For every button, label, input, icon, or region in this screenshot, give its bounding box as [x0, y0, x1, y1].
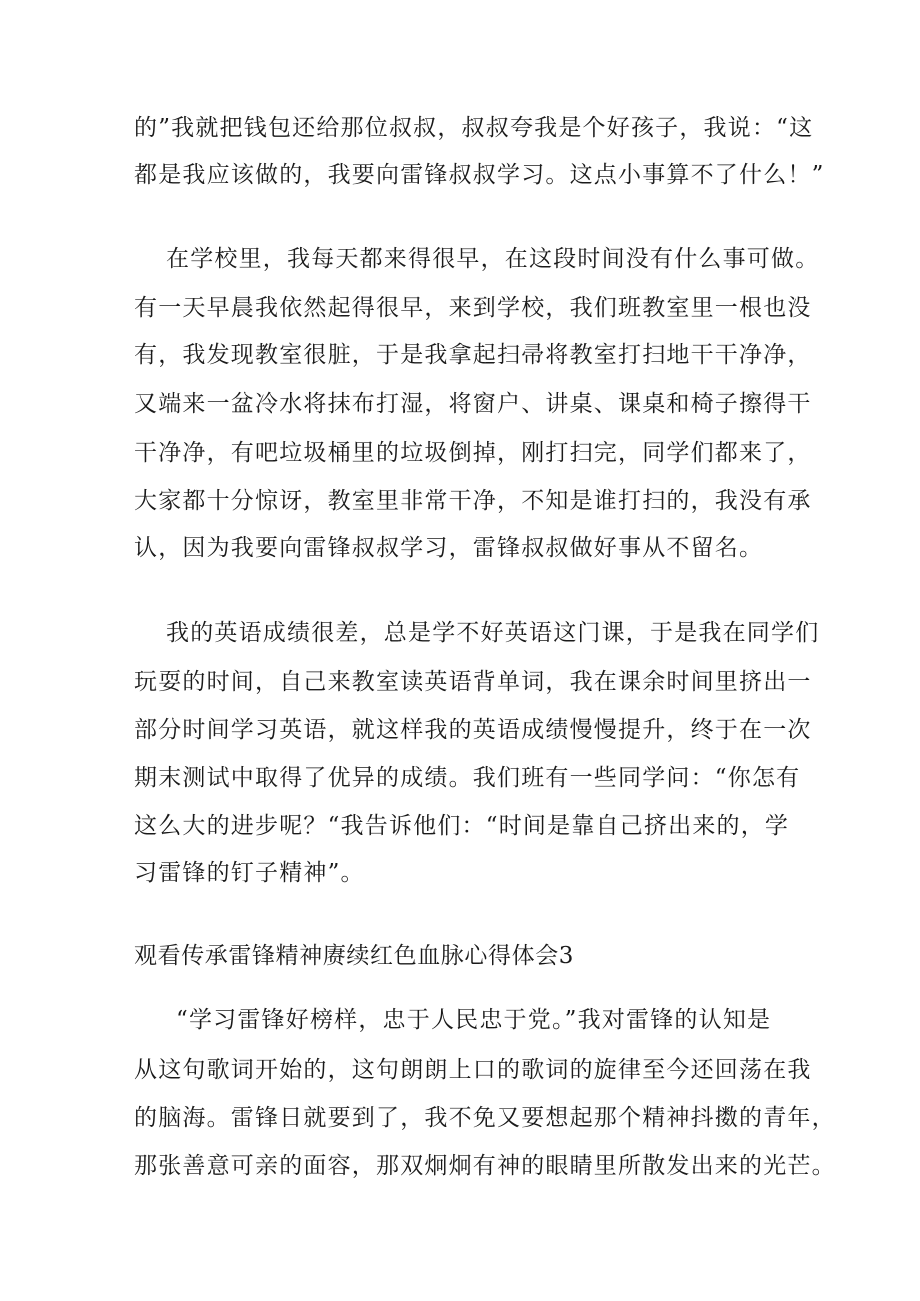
paragraph-line: 那张善意可亲的面容，那双炯炯有神的眼睛里所散发出来的光芒。 [134, 1153, 836, 1179]
paragraph-line: 习雷锋的钉子精神”。 [134, 860, 365, 886]
paragraph-line: 的”我就把钱包还给那位叔叔，叔叔夸我是个好孩子，我说：“这 [134, 115, 814, 141]
paragraph-first-line: 在学校里，我每天都来得很早，在这段时间没有什么事可做。 [166, 246, 820, 272]
paragraph-line: 干净净，有吧垃圾桶里的垃圾倒掉，刚打扫完，同学们都来了， [134, 440, 812, 466]
paragraph-line: 从这句歌词开始的，这句朗朗上口的歌词的旋律至今还回荡在我 [134, 1057, 812, 1083]
paragraph-first-line: 我的英语成绩很差，总是学不好英语这门课，于是我在同学们 [166, 620, 820, 646]
paragraph-line: 期末测试中取得了优异的成绩。我们班有一些同学问：“你怎有 [134, 765, 801, 791]
section-heading: 观看传承雷锋精神赓续红色血脉心得体会3 [134, 943, 575, 969]
paragraph-line: 都是我应该做的，我要向雷锋叔叔学习。这点小事算不了什么！” [134, 162, 825, 188]
paragraph-line: 的脑海。雷锋日就要到了，我不免又要想起那个精神抖擞的青年， [134, 1105, 836, 1131]
paragraph-line: 部分时间学习英语，就这样我的英语成绩慢慢提升，终于在一次 [134, 717, 812, 743]
paragraph-line: 玩耍的时间，自己来教室读英语背单词，我在课余时间里挤出一 [134, 669, 812, 695]
paragraph-line: 有，我发现教室很脏，于是我拿起扫帚将教室打扫地干干净净， [134, 342, 812, 368]
paragraph-line: 大家都十分惊讶，教室里非常干净，不知是谁打扫的，我没有承 [134, 488, 812, 514]
paragraph-line: 认，因为我要向雷锋叔叔学习，雷锋叔叔做好事从不留名。 [134, 535, 764, 561]
paragraph-first-line: “学习雷锋好榜样，忠于人民忠于党。”我对雷锋的认知是 [176, 1007, 772, 1033]
paragraph-line: 这么大的进步呢？“我告诉他们：“时间是靠自己挤出来的，学 [134, 813, 790, 839]
paragraph-line: 有一天早晨我依然起得很早，来到学校，我们班教室里一根也没 [134, 295, 812, 321]
paragraph-line: 又端来一盆冷水将抹布打湿，将窗户、讲桌、课桌和椅子擦得干 [134, 391, 812, 417]
